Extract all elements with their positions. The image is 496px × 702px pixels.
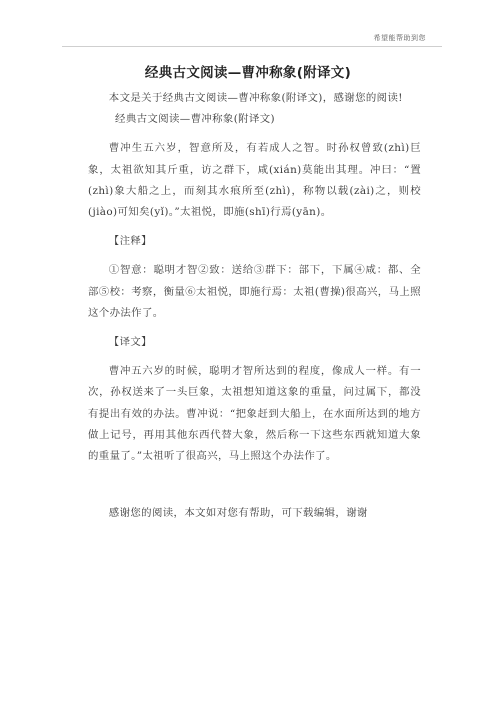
notes-heading: 【注释】 <box>108 235 152 248</box>
intro-paragraph: 本文是关于经典古文阅读—曹冲称象(附译文)，感谢您的阅读! <box>108 92 403 104</box>
spacer <box>88 130 421 138</box>
document-body <box>88 88 421 524</box>
notes-paragraph: ①智意：聪明才智②致：送给③群下：部下，下属④咸：都、全部⑤校：考察，衡量⑥太祖悦，即施行焉：太祖(曹操)很高兴，马上照这个办法作了。 <box>88 264 421 319</box>
spacer <box>88 485 421 503</box>
spacer <box>88 353 421 361</box>
translation-paragraph: 曹冲五六岁的时候，聪明才智所达到的程度，像成人一样。有一次，孙权送来了一头巨象，太祖想知道这象的重量，问过属下，都没有提出有效的办法。曹冲说：“把象赶到大船上，在水面所达到的地方做上记号，再用其他东西代替大象，然后称一下这些东西就知道大象的重量了。”太祖听了很高兴，马上照这个办法作了。 <box>88 365 421 463</box>
header-divider <box>62 46 442 47</box>
spacer <box>88 223 421 231</box>
spacer <box>88 252 421 260</box>
header-note: 希望能帮助到您 <box>373 34 426 42</box>
spacer <box>88 324 421 332</box>
document-title: 经典古文阅读—曹冲称象(附译文) <box>144 65 352 81</box>
spacer <box>88 467 421 485</box>
translation-heading: 【译文】 <box>108 336 152 349</box>
closing-paragraph: 感谢您的阅读，本文如对您有帮助，可下载编辑，谢谢 <box>108 507 368 520</box>
original-text-paragraph: 曹冲生五六岁，智意所及，有若成人之智。时孙权曾致(zhì)巨象，太祖欲知其斤重，访之群下，咸(xián)莫能出其理。冲曰：“置(zhì)象大船之上，而刻其水痕所至(zhì)，称物以载(zài)之，则校(jiào)可知矣(yǐ)。”太祖悦，即施(shī)行焉(yān)。 <box>88 142 421 219</box>
subtitle-line: 经典古文阅读—曹冲称象(附译文) <box>115 113 276 126</box>
